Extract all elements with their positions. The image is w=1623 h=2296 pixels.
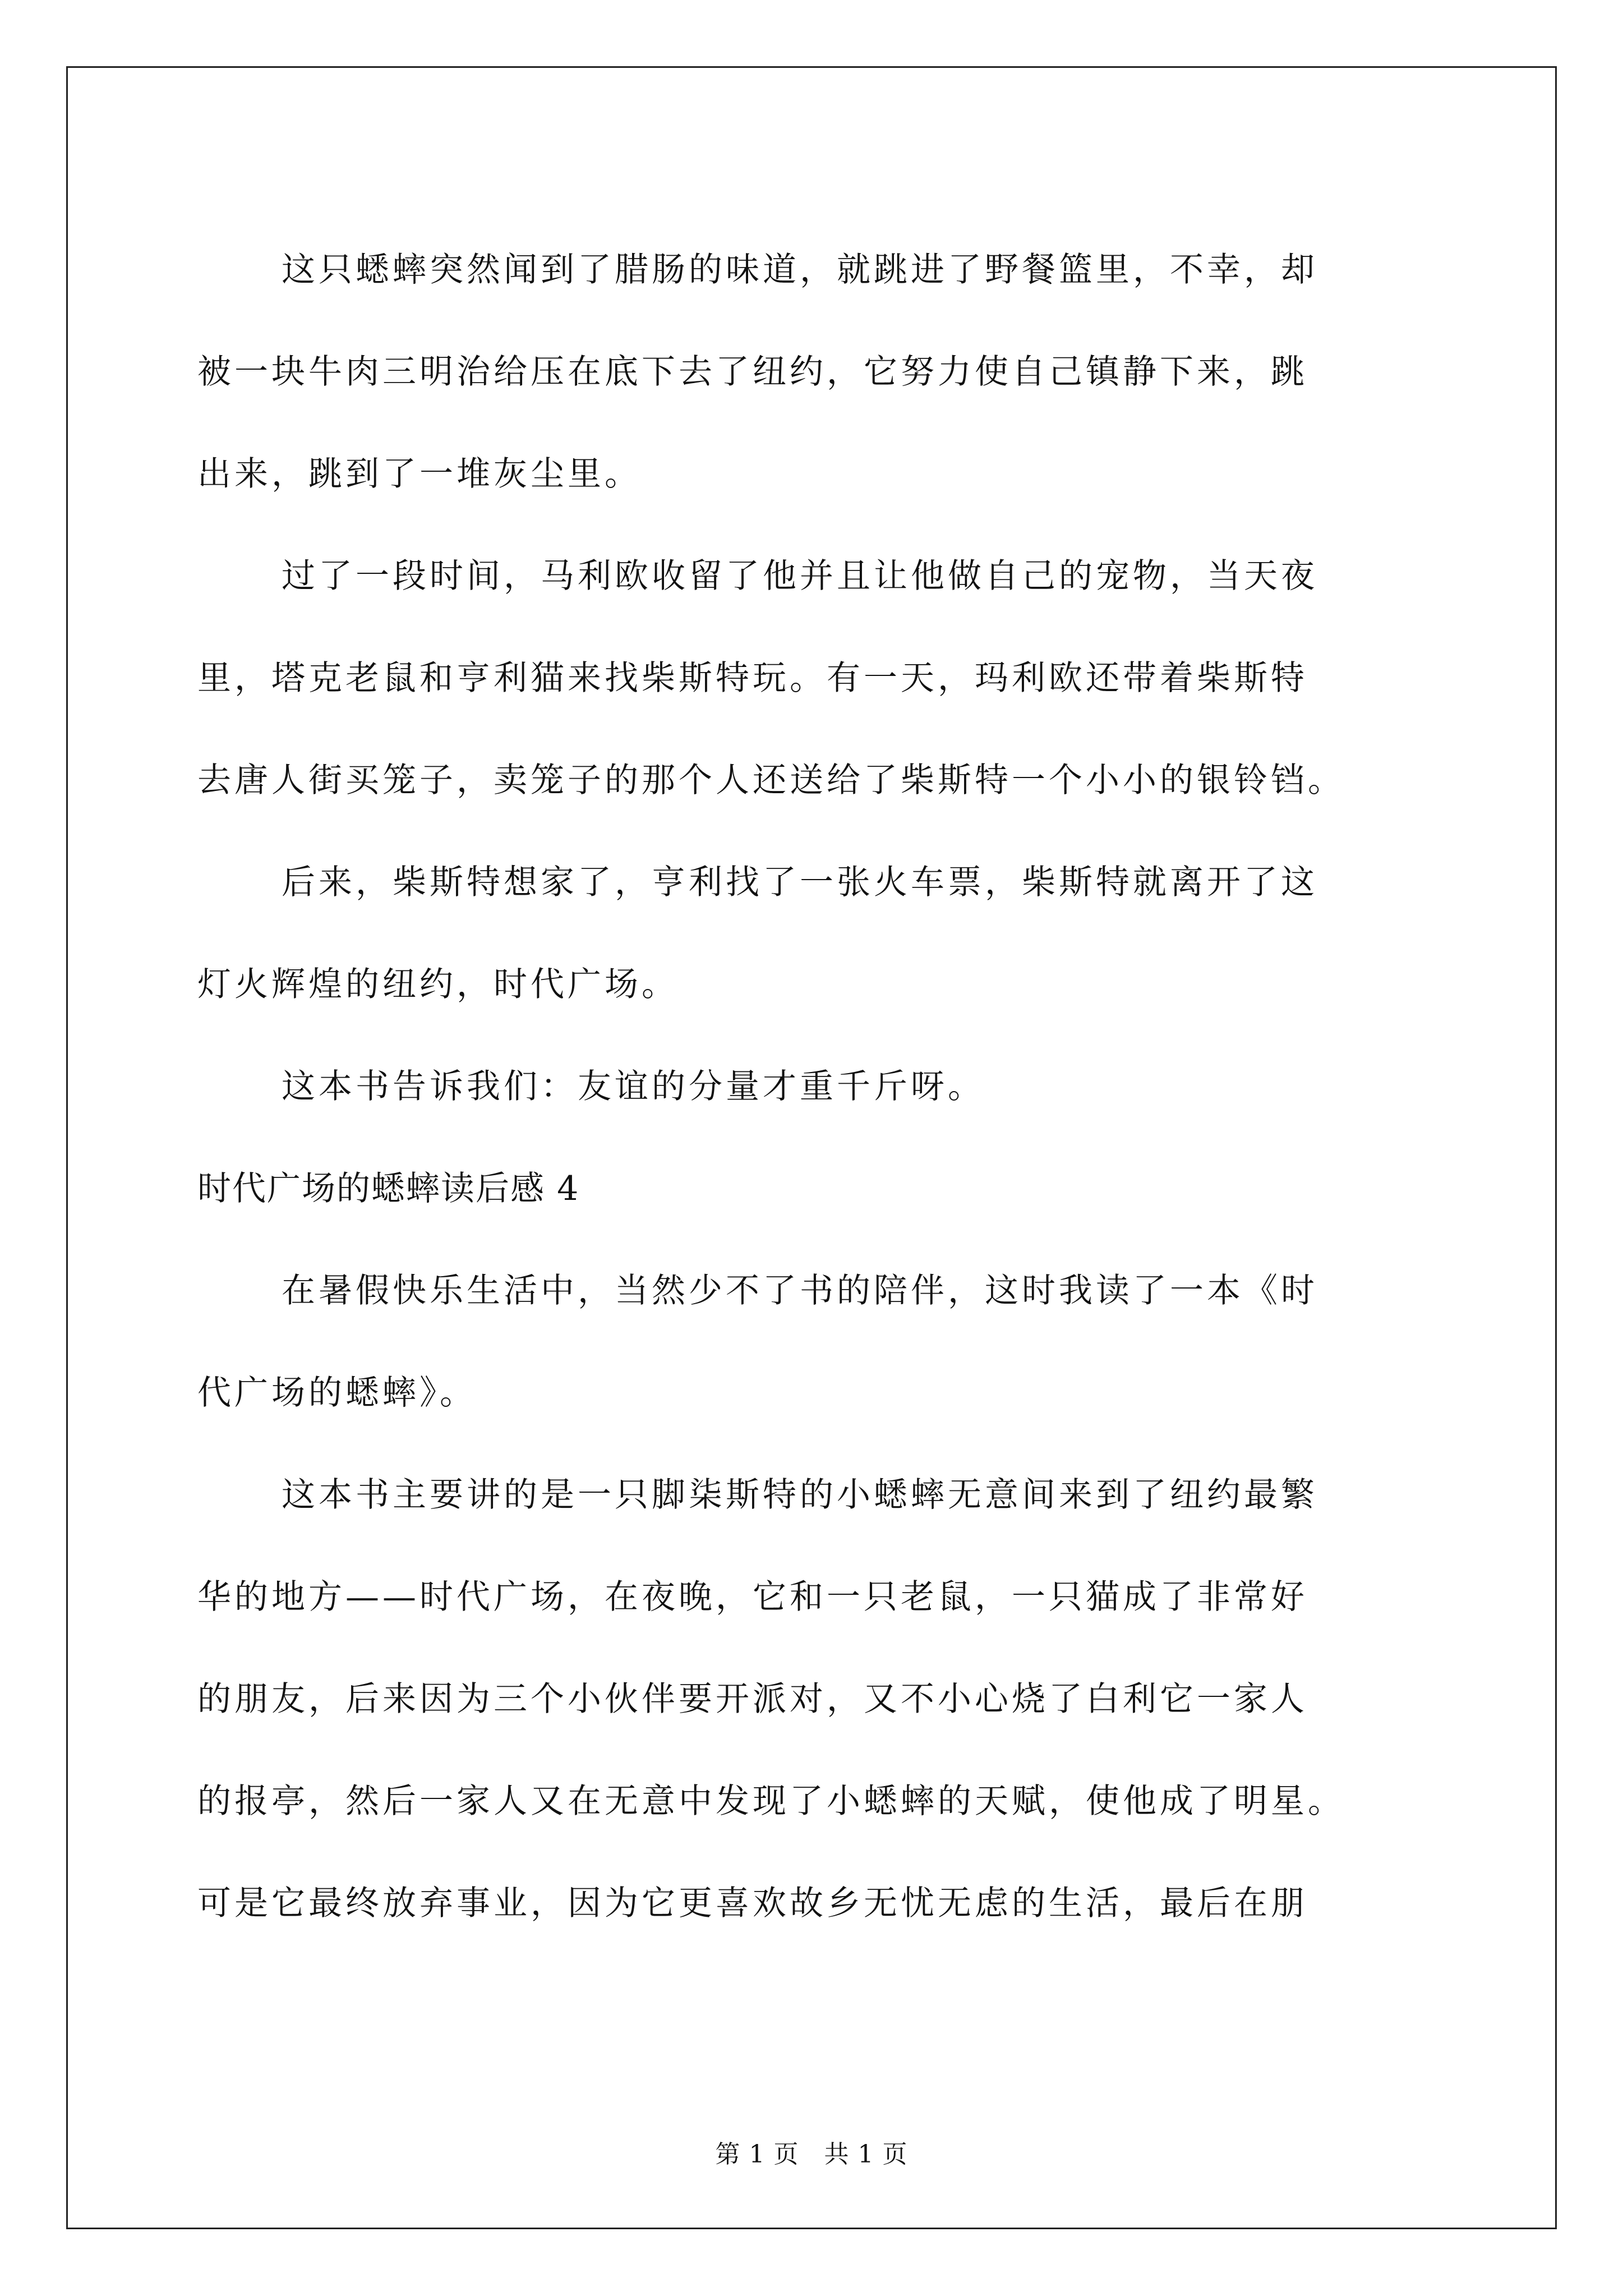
text-line: 去唐人街买笼子，卖笼子的那个人还送给了柴斯特一个小小的银铃铛。 (197, 761, 1345, 800)
text-line: 这本书主要讲的是一只脚柒斯特的小蟋蟀无意间来到了纽约最繁 (282, 1475, 1318, 1515)
text-line: 灯火辉煌的纽约，时代广场。 (197, 965, 679, 1004)
text-line: 后来，柴斯特想家了，亨利找了一张火车票，柴斯特就离开了这 (282, 863, 1318, 902)
text-line: 出来，跳到了一堆灰尘里。 (197, 454, 642, 494)
paragraph (197, 525, 1437, 831)
page-footer: 第 1 页 共 1 页 (715, 2140, 908, 2169)
text-line: 在暑假快乐生活中，当然少不了书的陪伴，这时我读了一本《时 (282, 1271, 1318, 1310)
paragraph (197, 1240, 1437, 1444)
text-line: 代广场的蟋蟀》。 (197, 1373, 477, 1412)
paragraph (197, 219, 1437, 525)
text-line: 的报亭，然后一家人又在无意中发现了小蟋蟀的天赋，使他成了明星。 (197, 1782, 1345, 1821)
text-line: 里，塔克老鼠和亨利猫来找柴斯特玩。有一天，玛利欧还带着柴斯特 (197, 659, 1308, 698)
text-line: 的朋友，后来因为三个小伙伴要开派对，又不小心烧了白利它一家人 (197, 1680, 1308, 1719)
text-line: 这本书告诉我们：友谊的分量才重千斤呀。 (282, 1067, 985, 1106)
text-line: 这只蟋蟀突然闻到了腊肠的味道，就跳进了野餐篮里，不幸，却 (282, 250, 1318, 289)
text-line: 过了一段时间，马利欧收留了他并且让他做自己的宠物，当天夜 (282, 556, 1318, 596)
text-line: 被一块牛肉三明治给压在底下去了纽约，它努力使自己镇静下来，跳 (197, 352, 1308, 392)
document-body (197, 219, 1437, 1954)
paragraph (197, 1444, 1437, 1954)
paragraph (197, 1036, 1437, 1138)
section-heading: 时代广场的蟋蟀读后感 4 (197, 1169, 580, 1208)
text-line: 华的地方——时代广场，在夜晚，它和一只老鼠，一只猫成了非常好 (197, 1577, 1308, 1617)
paragraph (197, 831, 1437, 1036)
text-line: 可是它最终放弃事业，因为它更喜欢故乡无忧无虑的生活，最后在朋 (197, 1884, 1308, 1923)
